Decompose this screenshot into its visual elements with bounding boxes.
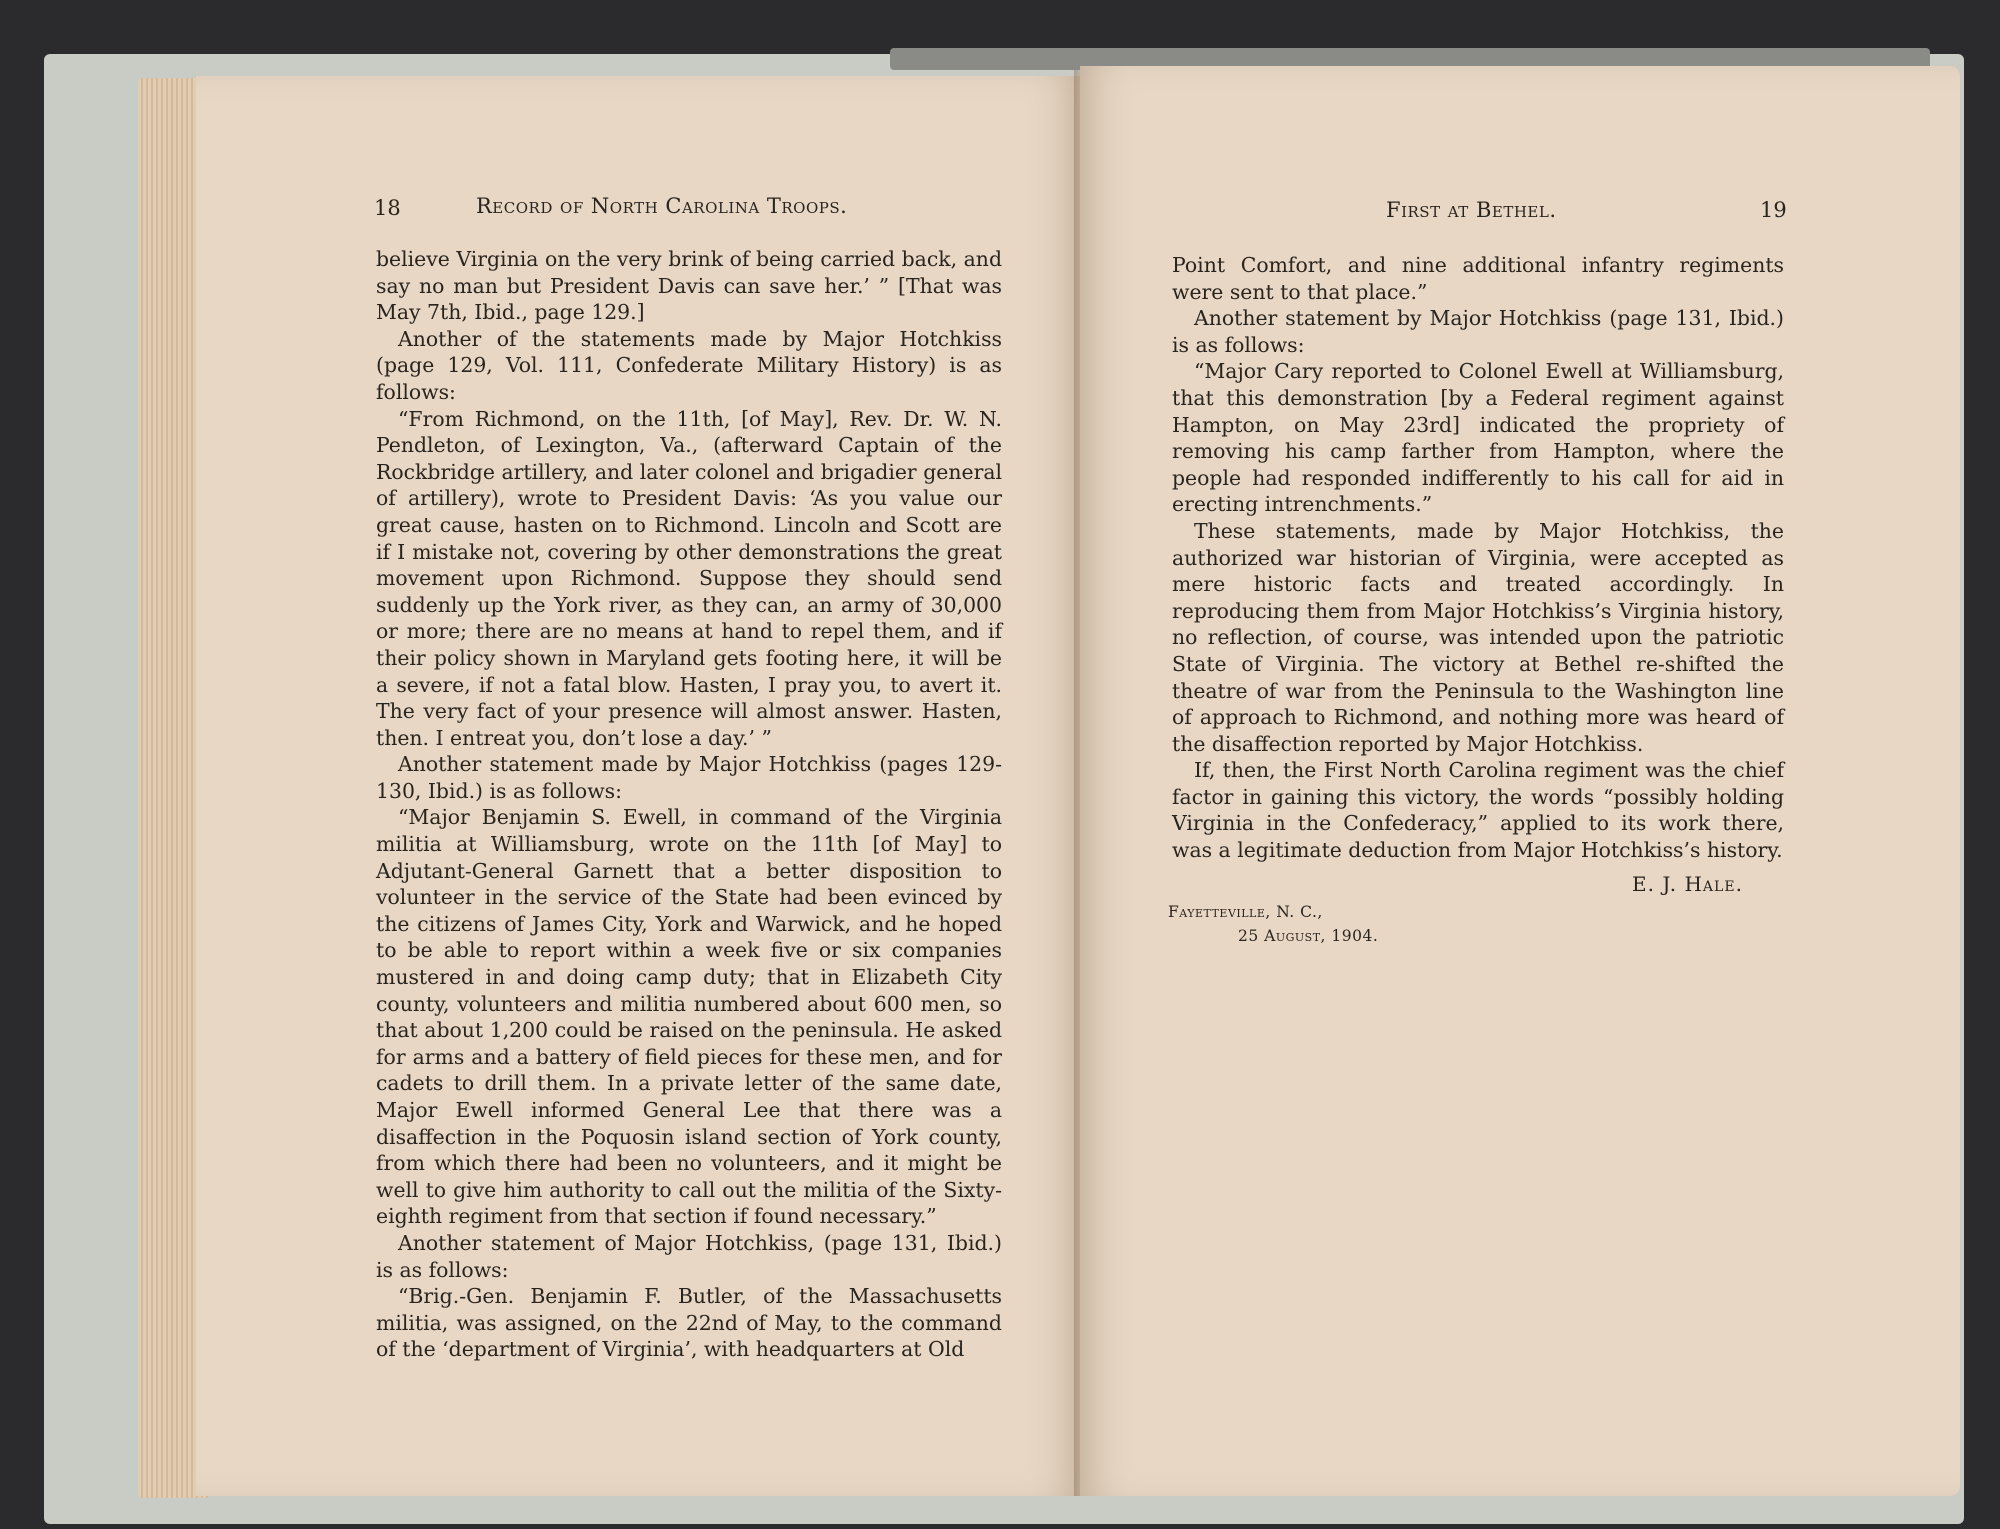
signature: E. J. Hale. bbox=[1632, 872, 1743, 896]
right-page bbox=[1080, 66, 1960, 1496]
paragraph: Another of the statements made by Major Hotchkiss (page 129, Vol. 111, Confederate Military History) is as follows: bbox=[376, 326, 1002, 404]
paragraph: Another statement made by Major Hotchkiss (pages 129-130, Ibid.) is as follows: bbox=[376, 752, 1002, 803]
paragraph: If, then, the First North Carolina regiment was the chief factor in gaining this victory, the words “possibly holding Virginia in the Confederacy,” applied to its work there, was a legitimate deduction from Major Hotchkiss’s history. bbox=[1172, 758, 1784, 863]
running-head: Record of North Carolina Troops. bbox=[476, 194, 848, 218]
page-number: 18 bbox=[374, 196, 401, 220]
paragraph: “Brig.-Gen. Benjamin F. Butler, of the Massachusetts militia, was assigned, on the 22nd of May, to the command of the ‘department of Virginia’, with headquarters at Old bbox=[376, 1284, 1002, 1362]
paragraph: “From Richmond, on the 11th, [of May], Rev. Dr. W. N. Pendleton, of Lexington, Va., (afterward Captain of the Rockbridge artillery, and later colonel and brigadier general of artillery), wrote to President Davis: ‘As you value our great cause, hasten on to Richmond. Lincoln and Scott are if I mistake not, covering by other demonstrations the great movement upon Richmond. Suppose they should send suddenly up the York river, as they can, an army of 30,000 or more; there are no means at hand to repel them, and if their policy shown in Maryland gets footing here, it will be a severe, if not a fatal blow. Hasten, I pray you, to avert it. The very fact of your presence will almost answer. Hasten, then. I entreat you, don’t lose a day.’ ” bbox=[376, 406, 1002, 750]
left-body-text bbox=[376, 246, 1002, 1363]
page-number: 19 bbox=[1760, 198, 1787, 222]
dateline-place: Fayetteville, N. C., bbox=[1168, 903, 1323, 921]
left-page bbox=[196, 76, 1080, 1496]
dateline-date: 25 August, 1904. bbox=[1238, 927, 1379, 945]
running-head: First at Bethel. bbox=[1386, 198, 1557, 222]
paragraph: These statements, made by Major Hotchkiss, the authorized war historian of Virginia, were accepted as mere historic facts and treated accordingly. In reproducing them from Major Hotchkiss’s Virginia history, no reflection, of course, was intended upon the patriotic State of Virginia. The victory at Bethel re-shifted the theatre of war from the Peninsula to the Washington line of approach to Richmond, and nothing more was heard of the disaffection reported by Major Hotchkiss. bbox=[1172, 518, 1784, 756]
paragraph: “Major Cary reported to Colonel Ewell at Williamsburg, that this demonstration [by a Federal regiment against Hampton, on May 23rd] indicated the propriety of removing his camp farther from Hampton, where the people had responded indifferently to his call for aid in erecting intrenchments.” bbox=[1172, 359, 1784, 517]
paragraph: Point Comfort, and nine additional infantry regiments were sent to that place.” bbox=[1172, 253, 1784, 304]
dateline bbox=[1168, 900, 1378, 948]
paragraph: Another statement by Major Hotchkiss (page 131, Ibid.) is as follows: bbox=[1172, 306, 1784, 357]
paragraph: believe Virginia on the very brink of being carried back, and say no man but President Davis can save her.’ ” [That was May 7th, Ibid., page 129.] bbox=[376, 247, 1002, 325]
paragraph: Another statement of Major Hotchkiss, (page 131, Ibid.) is as follows: bbox=[376, 1230, 1002, 1282]
right-body-text bbox=[1172, 252, 1784, 864]
paragraph: “Major Benjamin S. Ewell, in command of the Virginia militia at Williamsburg, wrote on the 11th [of May] to Adjutant-General Garnett that a better disposition to volunteer in the service of the State had been evinced by the citizens of James City, York and Warwick, and he hoped to be able to report within a week five or six companies mustered in and doing camp duty; that in Elizabeth City county, volunteers and militia numbered about 600 men, so that about 1,200 could be raised on the peninsula. He asked for arms and a battery of field pieces for these men, and for cadets to drill them. In a private letter of the same date, Major Ewell informed General Lee that there was a disaffection in the Poquosin island section of York county, from which there had been no volunteers, and it might be well to give him authority to call out the militia of the Sixty-eighth regiment from that section if found necessary.” bbox=[376, 805, 1002, 1229]
